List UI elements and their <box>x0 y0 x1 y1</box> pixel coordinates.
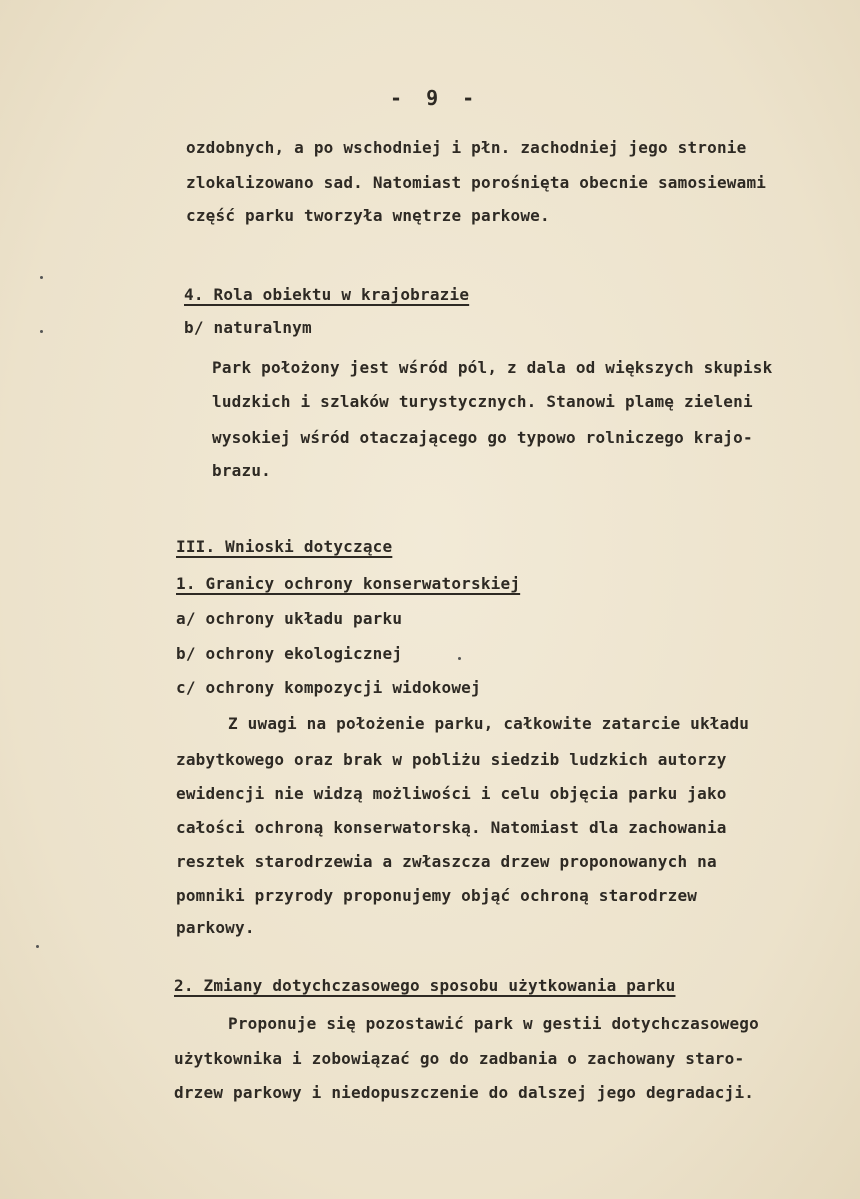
page-number: - 9 - <box>390 86 481 110</box>
subsection-heading: 1. Granicy ochrony konserwatorskiej <box>176 574 521 593</box>
body-line: drzew parkowy i niedopuszczenie do dalszej jego degradacji. <box>174 1083 755 1102</box>
body-line: ludzkich i szlaków turystycznych. Stanowi plamę zieleni <box>212 392 753 411</box>
subsection-heading: 2. Zmiany dotychczasowego sposobu użytkowania parku <box>174 976 676 995</box>
body-line: ozdobnych, a po wschodniej i płn. zachodniej jego stronie <box>186 138 747 157</box>
list-item: b/ ochrony ekologicznej <box>176 644 403 663</box>
body-line: wysokiej wśród otaczającego go typowo rolniczego krajo- <box>212 428 753 447</box>
margin-mark <box>40 330 43 333</box>
body-line: użytkownika i zobowiązać go do zadbania o zachowany staro- <box>174 1049 745 1068</box>
section-heading: 4. Rola obiektu w krajobrazie <box>184 285 470 304</box>
body-line: całości ochroną konserwatorską. Natomiast dla zachowania <box>176 818 727 837</box>
body-line: część parku tworzyła wnętrze parkowe. <box>186 206 550 225</box>
body-line: zlokalizowano sad. Natomiast porośnięta obecnie samosiewami <box>186 173 767 192</box>
body-line: Proponuje się pozostawić park w gestii dotychczasowego <box>228 1014 759 1033</box>
body-line: zabytkowego oraz brak w pobliżu siedzib ludzkich autorzy <box>176 750 727 769</box>
list-item: b/ naturalnym <box>184 318 312 337</box>
body-line: Park położony jest wśród pól, z dala od większych skupisk <box>212 358 773 377</box>
body-line: resztek starodrzewia a zwłaszcza drzew proponowanych na <box>176 852 717 871</box>
section-heading: III. Wnioski dotyczące <box>176 537 393 556</box>
body-line: pomniki przyrody proponujemy objąć ochroną starodrzew <box>176 886 698 905</box>
body-line: brazu. <box>212 461 271 480</box>
body-line: ewidencji nie widzą możliwości i celu objęcia parku jako <box>176 784 727 803</box>
body-line: parkowy. <box>176 918 255 937</box>
list-item: c/ ochrony kompozycji widokowej <box>176 678 481 697</box>
list-item: a/ ochrony układu parku <box>176 609 403 628</box>
margin-mark <box>40 276 43 279</box>
margin-mark <box>36 945 39 948</box>
body-line: Z uwagi na położenie parku, całkowite zatarcie układu <box>228 714 750 733</box>
margin-mark <box>458 657 461 660</box>
